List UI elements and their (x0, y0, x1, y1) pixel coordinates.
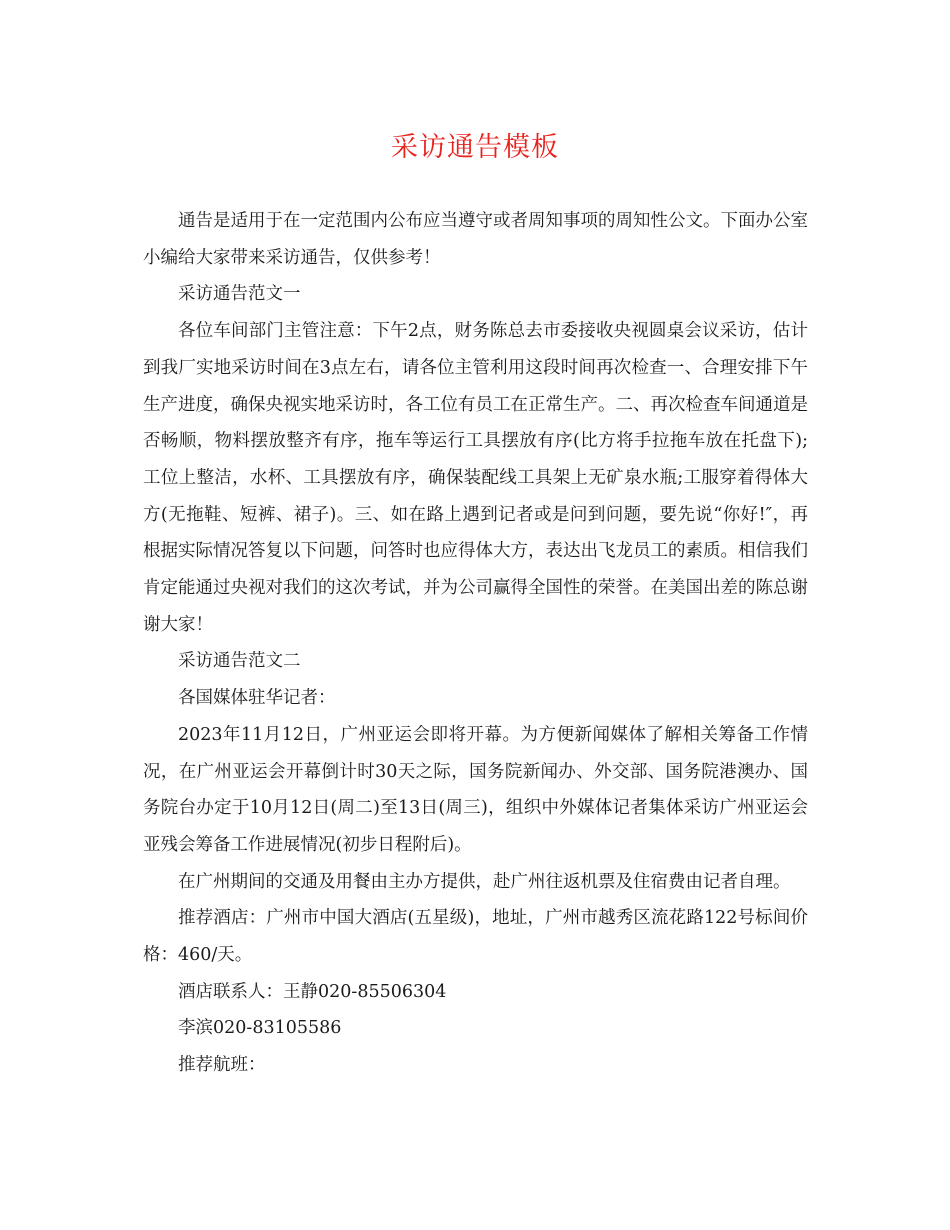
paragraph-salutation: 各国媒体驻华记者： (178, 688, 336, 709)
paragraph-hotel: 推荐酒店：广州市中国大酒店(五星级)，地址，广州市越秀区流花路122号标间价格：460/天。 (143, 908, 808, 966)
paragraph-hotel-contact: 酒店联系人：王静020-85506304 (178, 981, 447, 1002)
paragraph-intro: 通告是适用于在一定范围内公布应当遵守或者周知事项的周知性公文。下面办公室小编给大家带来采访通告，仅供参考！ (143, 211, 808, 268)
paragraph-flights: 推荐航班： (178, 1055, 266, 1076)
paragraph-second-contact: 李滨020-83105586 (178, 1018, 342, 1039)
document-body (143, 203, 808, 1084)
section-heading-sample-one: 采访通告范文一 (178, 284, 301, 305)
paragraph-announcement: 2023年11月12日，广州亚运会即将开幕。为方便新闻媒体了解相关筹备工作情况，在广州亚运会开幕倒计时30天之际，国务院新闻办、外交部、国务院港澳办、国务院台办定于10月12日(周二)至13日(周三)，组织中外媒体记者集体采访广州亚运会亚残会筹备工作进展情况(初步日程附后)。 (143, 724, 808, 855)
paragraph-sample-one: 各位车间部门主管注意：下午2点，财务陈总去市委接收央视圆桌会议采访，估计到我厂实地采访时间在3点左右，请各位主管利用这段时间再次检查一、合理安排下午生产进度，确保央视实地采访时，各工位有员工在正常生产。二、再次检查车间通道是否畅顺，物料摆放整齐有序，拖车等运行工具摆放有序(比方将手拉拖车放在托盘下);工位上整洁，水杯、工具摆放有序，确保装配线工具架上无矿泉水瓶;工服穿着得体大方(无拖鞋、短裤、裙子)。三、如在路上遇到记者或是问到问题，要先说“你好!″，再根据实际情况答复以下问题，问答时也应得体大方，表达出飞龙员工的素质。相信我们肯定能通过央视对我们的这次考试，并为公司赢得全国性的荣誉。在美国出差的陈总谢谢大家！ (143, 321, 808, 635)
section-heading-sample-two: 采访通告范文二 (178, 651, 301, 672)
paragraph-expenses: 在广州期间的交通及用餐由主办方提供，赴广州往返机票及住宿费由记者自理。 (178, 871, 791, 892)
document-title: 采访通告模板 (391, 132, 559, 163)
